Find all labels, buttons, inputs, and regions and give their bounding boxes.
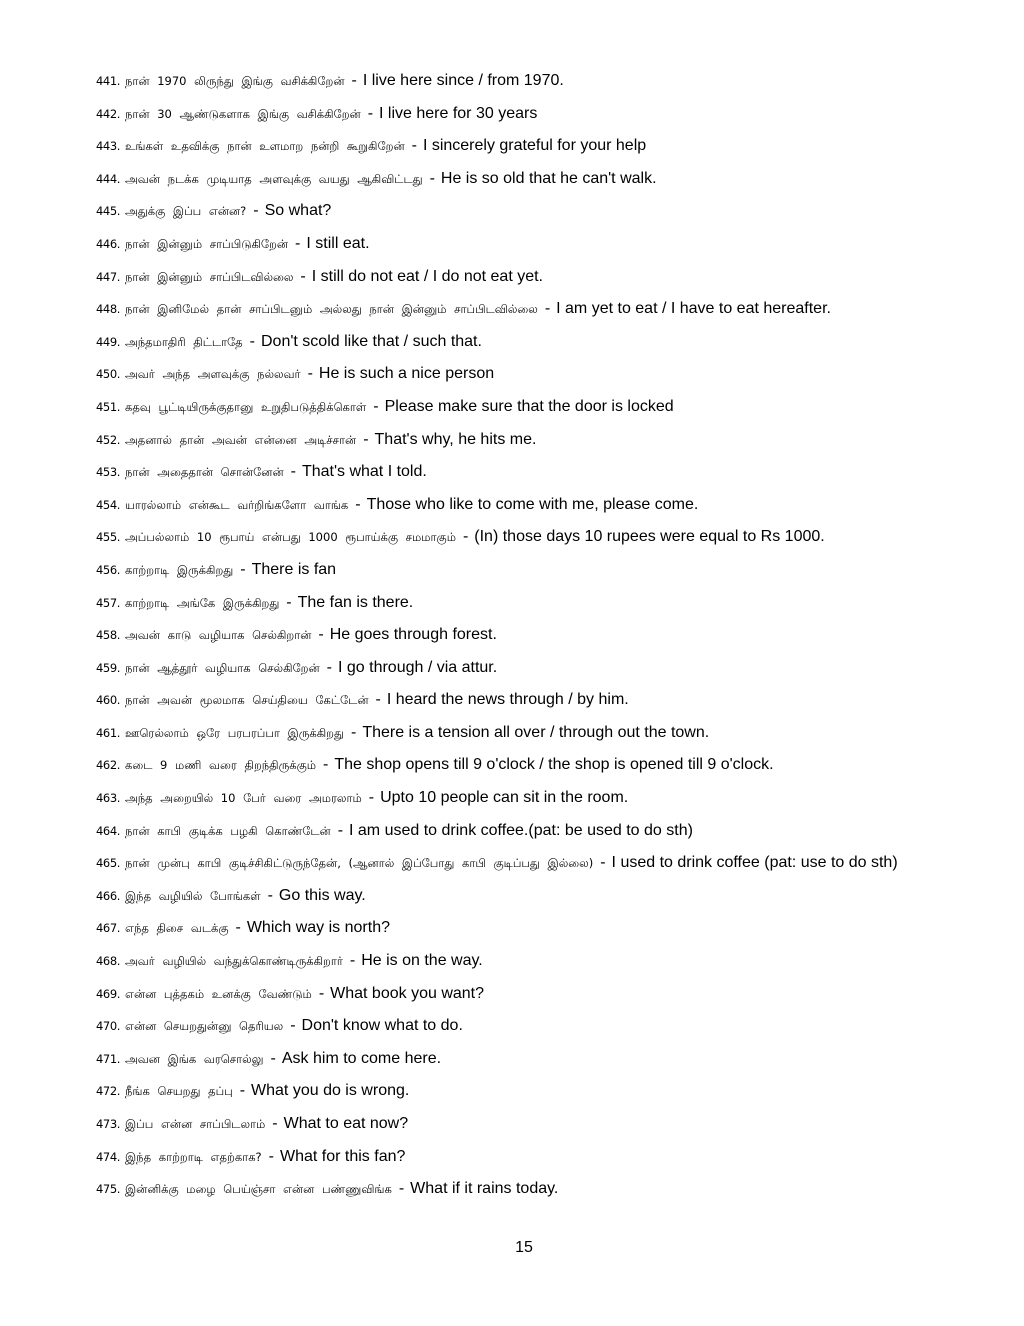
phrase-separator: - <box>286 593 292 611</box>
english-translation: That's what I told. <box>301 463 427 481</box>
tamil-phrase: நான் அதைதான் சொன்னேன் <box>125 465 284 480</box>
english-translation: I live here for 30 years <box>379 104 538 122</box>
english-translation: Which way is north? <box>246 919 390 937</box>
phrase-item <box>96 1010 956 1043</box>
english-translation: That's why, he hits me. <box>374 430 537 448</box>
phrase-text <box>125 1075 956 1108</box>
phrase-item <box>96 847 956 880</box>
phrase-number: 460. <box>96 693 121 708</box>
english-translation: I sincerely grateful for your help <box>422 137 647 155</box>
phrase-item <box>96 554 956 587</box>
english-translation: Please make sure that the door is locked <box>384 397 674 415</box>
phrase-item <box>96 326 956 359</box>
english-translation: Don't scold like that / such that. <box>261 332 482 350</box>
english-translation: (In) those days 10 rupees were equal to Rs 1000. <box>474 528 825 546</box>
phrase-number: 469. <box>96 986 121 1001</box>
phrase-item <box>96 489 956 522</box>
phrase-number: 472. <box>96 1084 121 1099</box>
phrase-text <box>125 195 956 228</box>
phrase-item <box>96 912 956 945</box>
phrase-item <box>96 652 956 685</box>
tamil-phrase: என்ன செயறதுன்னு தெரியல <box>125 1019 284 1034</box>
phrase-item <box>96 978 956 1011</box>
phrase-number: 463. <box>96 791 121 806</box>
english-translation: What for this fan? <box>280 1147 406 1165</box>
phrase-text <box>125 424 956 457</box>
phrase-text <box>125 815 956 848</box>
phrase-text <box>125 1173 956 1206</box>
phrase-item <box>96 619 956 652</box>
phrase-text <box>125 880 956 913</box>
phrase-separator: - <box>249 332 255 350</box>
phrase-separator: - <box>240 560 246 578</box>
english-translation: I am yet to eat / I have to eat hereafter. <box>556 300 831 318</box>
english-translation: There is a tension all over / through out the town. <box>362 723 710 741</box>
tamil-phrase: இப்ப என்ன சாப்பிடலாம் <box>125 1117 266 1131</box>
phrase-separator: - <box>272 1115 278 1132</box>
phrase-separator: - <box>411 137 417 155</box>
phrase-item <box>96 1043 956 1076</box>
phrase-number: 451. <box>96 399 121 414</box>
phrase-text <box>125 1010 956 1043</box>
phrase-separator: - <box>270 1049 276 1067</box>
tamil-phrase: அவன் நடக்க முடியாத அளவுக்கு வயது ஆகிவிட்டது <box>125 171 423 186</box>
phrase-separator: - <box>267 886 273 904</box>
tamil-phrase: அப்பல்லாம் 10 ரூபாய் என்பது 1000 ரூபாய்க்கு சமமாகும் <box>125 530 456 545</box>
phrase-item <box>96 195 956 228</box>
phrase-separator: - <box>253 202 259 220</box>
phrase-list <box>96 65 956 1206</box>
phrase-separator: - <box>375 691 381 709</box>
phrase-item <box>96 1075 956 1108</box>
phrase-number: 449. <box>96 334 121 349</box>
english-translation: What to eat now? <box>283 1115 409 1132</box>
phrase-text <box>125 1141 956 1174</box>
tamil-phrase: கடை 9 மணி வரை திறந்திருக்கும் <box>125 758 316 773</box>
tamil-phrase: நான் ஆத்தூர் வழியாக செல்கிறேன் <box>125 660 320 675</box>
phrase-number: 442. <box>96 106 121 121</box>
tamil-phrase: இன்னிக்கு மழை பெய்ஞ்சா என்ன பண்ணுவிங்க <box>125 1182 392 1197</box>
english-translation: So what? <box>264 202 332 220</box>
phrase-text <box>125 65 956 98</box>
english-translation: Those who like to come with me, please come. <box>366 495 699 513</box>
english-translation: What you do is wrong. <box>251 1082 410 1100</box>
phrase-text <box>125 684 956 717</box>
tamil-phrase: அந்த அறையில் 10 பேர் வரை அமரலாம் <box>125 791 362 806</box>
english-translation: I heard the news through / by him. <box>386 691 629 709</box>
english-translation: He is on the way. <box>361 952 483 970</box>
phrase-number: 447. <box>96 269 121 284</box>
tamil-phrase: நான் காபி குடிக்க பழகி கொண்டேன் <box>125 823 331 838</box>
phrase-item <box>96 880 956 913</box>
english-translation: I still do not eat / I do not eat yet. <box>311 267 543 285</box>
phrase-text <box>125 652 956 685</box>
phrase-separator: - <box>350 723 357 741</box>
tamil-phrase: அதுக்கு இப்ப என்ன? <box>125 204 247 219</box>
phrase-text <box>125 391 956 424</box>
phrase-text <box>125 619 956 652</box>
phrase-number: 457. <box>96 595 121 610</box>
english-translation: Go this way. <box>278 886 366 904</box>
phrase-text <box>125 98 956 131</box>
tamil-phrase: நான் அவன் மூலமாக செய்தியை கேட்டேன் <box>125 693 369 708</box>
phrase-separator: - <box>355 495 361 513</box>
phrase-separator: - <box>337 821 344 839</box>
english-translation: He goes through forest. <box>329 626 497 644</box>
tamil-phrase: இந்த வழியில் போங்கள் <box>125 888 261 903</box>
tamil-phrase: உங்கள் உதவிக்கு நான் உளமாற நன்றி கூறுகிறேன் <box>125 139 405 154</box>
phrase-text <box>125 587 956 620</box>
tamil-phrase: எந்த திசை வடக்கு <box>125 921 229 936</box>
phrase-item <box>96 684 956 717</box>
tamil-phrase: நான் 1970 லிருந்து இங்கு வசிக்கிறேன் <box>125 74 345 88</box>
phrase-item <box>96 293 956 326</box>
phrase-separator: - <box>351 72 357 89</box>
phrase-item <box>96 456 956 489</box>
tamil-phrase: நான் இன்னும் சாப்பிடுகிறேன் <box>125 236 289 251</box>
phrase-number: 475. <box>96 1182 121 1197</box>
phrase-number: 470. <box>96 1019 121 1034</box>
phrase-separator: - <box>290 463 296 481</box>
tamil-phrase: என்ன புத்தகம் உனக்கு வேண்டும் <box>125 986 312 1001</box>
phrase-item <box>96 1108 956 1141</box>
phrase-number: 458. <box>96 628 121 643</box>
phrase-number: 455. <box>96 530 121 545</box>
phrase-text <box>125 163 956 196</box>
phrase-separator: - <box>268 1147 274 1165</box>
phrase-separator: - <box>235 919 241 937</box>
phrase-number: 474. <box>96 1149 121 1164</box>
phrase-number: 443. <box>96 139 121 154</box>
phrase-number: 441. <box>96 74 121 88</box>
phrase-text <box>125 326 956 359</box>
phrase-separator: - <box>429 169 435 187</box>
phrase-number: 445. <box>96 204 121 219</box>
tamil-phrase: அவர் வழியில் வந்துக்கொண்டிருக்கிறார் <box>125 954 343 969</box>
phrase-separator: - <box>290 1017 296 1035</box>
english-translation: What if it rains today. <box>410 1180 559 1198</box>
tamil-phrase: நீங்க செயறது தப்பு <box>125 1084 233 1099</box>
english-translation: The fan is there. <box>297 593 414 611</box>
english-translation: What book you want? <box>330 984 485 1002</box>
phrase-item <box>96 130 956 163</box>
english-translation: The shop opens till 9 o'clock / the shop is opened till 9 o'clock. <box>334 756 774 774</box>
phrase-item <box>96 1141 956 1174</box>
english-translation: He is such a nice person <box>318 365 495 383</box>
phrase-number: 471. <box>96 1051 121 1066</box>
phrase-text <box>125 749 956 782</box>
english-translation: Upto 10 people can sit in the room. <box>380 789 629 807</box>
phrase-text <box>125 978 956 1011</box>
phrase-separator: - <box>239 1082 246 1100</box>
tamil-phrase: நான் 30 ஆண்டுகளாக இங்கு வசிக்கிறேன் <box>125 106 361 121</box>
phrase-number: 444. <box>96 171 121 186</box>
phrase-text <box>125 293 956 326</box>
phrase-item <box>96 261 956 294</box>
phrase-item <box>96 163 956 196</box>
phrase-item <box>96 749 956 782</box>
english-translation: I go through / via attur. <box>337 658 498 676</box>
phrase-separator: - <box>600 854 606 872</box>
english-translation: I used to drink coffee (pat: use to do sth) <box>611 854 898 872</box>
phrase-item <box>96 782 956 815</box>
phrase-number: 448. <box>96 302 121 317</box>
phrase-number: 456. <box>96 562 121 577</box>
phrase-item <box>96 391 956 424</box>
phrase-item <box>96 717 956 750</box>
phrase-text <box>125 489 956 522</box>
phrase-item <box>96 815 956 848</box>
tamil-phrase: யாரல்லாம் என்கூட வர்றிங்களோ வாங்க <box>125 497 349 512</box>
phrase-number: 459. <box>96 660 121 675</box>
phrase-text <box>125 912 956 945</box>
english-translation: Ask him to come here. <box>281 1049 442 1067</box>
tamil-phrase: நான் இன்னும் சாப்பிடவில்லை <box>125 269 294 284</box>
phrase-text <box>125 456 956 489</box>
page-number: 15 <box>515 1239 533 1256</box>
phrase-separator: - <box>318 984 325 1002</box>
phrase-number: 468. <box>96 954 121 969</box>
phrase-item <box>96 228 956 261</box>
phrase-text <box>125 717 956 750</box>
phrase-item <box>96 945 956 978</box>
english-translation: I live here since / from 1970. <box>362 72 564 89</box>
phrase-number: 465. <box>96 856 121 871</box>
phrase-text <box>125 261 956 294</box>
phrase-separator: - <box>349 952 356 970</box>
phrase-number: 452. <box>96 432 121 447</box>
phrase-item <box>96 65 956 98</box>
english-translation: I am used to drink coffee.(pat: be used to do sth) <box>349 821 693 839</box>
english-translation: I still eat. <box>306 234 370 252</box>
phrase-text <box>125 945 956 978</box>
phrase-number: 450. <box>96 367 121 382</box>
phrase-separator: - <box>326 658 332 676</box>
phrase-text <box>125 554 956 587</box>
phrase-separator: - <box>323 756 329 774</box>
phrase-number: 454. <box>96 497 121 512</box>
tamil-phrase: அவர் அந்த அளவுக்கு நல்லவர் <box>125 367 301 382</box>
phrase-separator: - <box>367 104 374 122</box>
tamil-phrase: காற்றாடி இருக்கிறது <box>125 562 234 577</box>
phrase-number: 462. <box>96 758 121 773</box>
phrase-number: 473. <box>96 1117 121 1131</box>
phrase-item <box>96 358 956 391</box>
phrase-number: 466. <box>96 888 121 903</box>
tamil-phrase: ஊரெல்லாம் ஒரே பரபரப்பா இருக்கிறது <box>125 725 344 740</box>
phrase-text <box>125 847 956 880</box>
phrase-item <box>96 1173 956 1206</box>
phrase-text <box>125 521 956 554</box>
tamil-phrase: அந்தமாதிரி திட்டாதே <box>125 334 243 349</box>
phrase-item <box>96 587 956 620</box>
phrase-separator: - <box>307 365 313 383</box>
phrase-text <box>125 358 956 391</box>
phrase-text <box>125 130 956 163</box>
phrase-number: 464. <box>96 823 121 838</box>
phrase-text <box>125 1108 956 1141</box>
phrase-item <box>96 521 956 554</box>
phrase-separator: - <box>544 300 551 318</box>
phrase-text <box>125 228 956 261</box>
phrase-number: 461. <box>96 725 121 740</box>
english-translation: There is fan <box>251 560 337 578</box>
phrase-number: 467. <box>96 921 121 936</box>
phrase-item <box>96 98 956 131</box>
tamil-phrase: நான் இனிமேல் தான் சாப்பிடனும் அல்லது நான் இன்னும் சாப்பிடவில்லை <box>125 302 538 317</box>
tamil-phrase: கதவு பூட்டியிருக்குதானு உறுதிபடுத்திக்கொள் <box>125 399 367 414</box>
phrase-separator: - <box>295 234 301 252</box>
phrase-separator: - <box>368 789 375 807</box>
phrase-text <box>125 1043 956 1076</box>
tamil-phrase: இந்த காற்றாடி எதற்காக? <box>125 1149 262 1164</box>
english-translation: He is so old that he can't walk. <box>440 169 657 187</box>
phrase-number: 446. <box>96 236 121 251</box>
phrase-separator: - <box>363 430 369 448</box>
english-translation: Don't know what to do. <box>301 1017 463 1035</box>
phrase-separator: - <box>300 267 306 285</box>
tamil-phrase: அவன இங்க வரசொல்லு <box>125 1051 264 1066</box>
phrase-number: 453. <box>96 465 121 480</box>
phrase-separator: - <box>373 397 379 415</box>
phrase-separator: - <box>398 1180 405 1198</box>
tamil-phrase: நான் முன்பு காபி குடிச்சிகிட்டுருந்தேன், (ஆனால் இப்போது காபி குடிப்பது இல்லை) <box>125 856 594 871</box>
phrase-item <box>96 424 956 457</box>
phrase-text <box>125 782 956 815</box>
tamil-phrase: அவன் காடு வழியாக செல்கிறான் <box>125 628 312 643</box>
phrase-separator: - <box>318 626 324 644</box>
tamil-phrase: காற்றாடி அங்கே இருக்கிறது <box>125 595 280 610</box>
tamil-phrase: அதனால் தான் அவன் என்னை அடிச்சான் <box>125 432 357 447</box>
phrase-separator: - <box>462 528 469 546</box>
